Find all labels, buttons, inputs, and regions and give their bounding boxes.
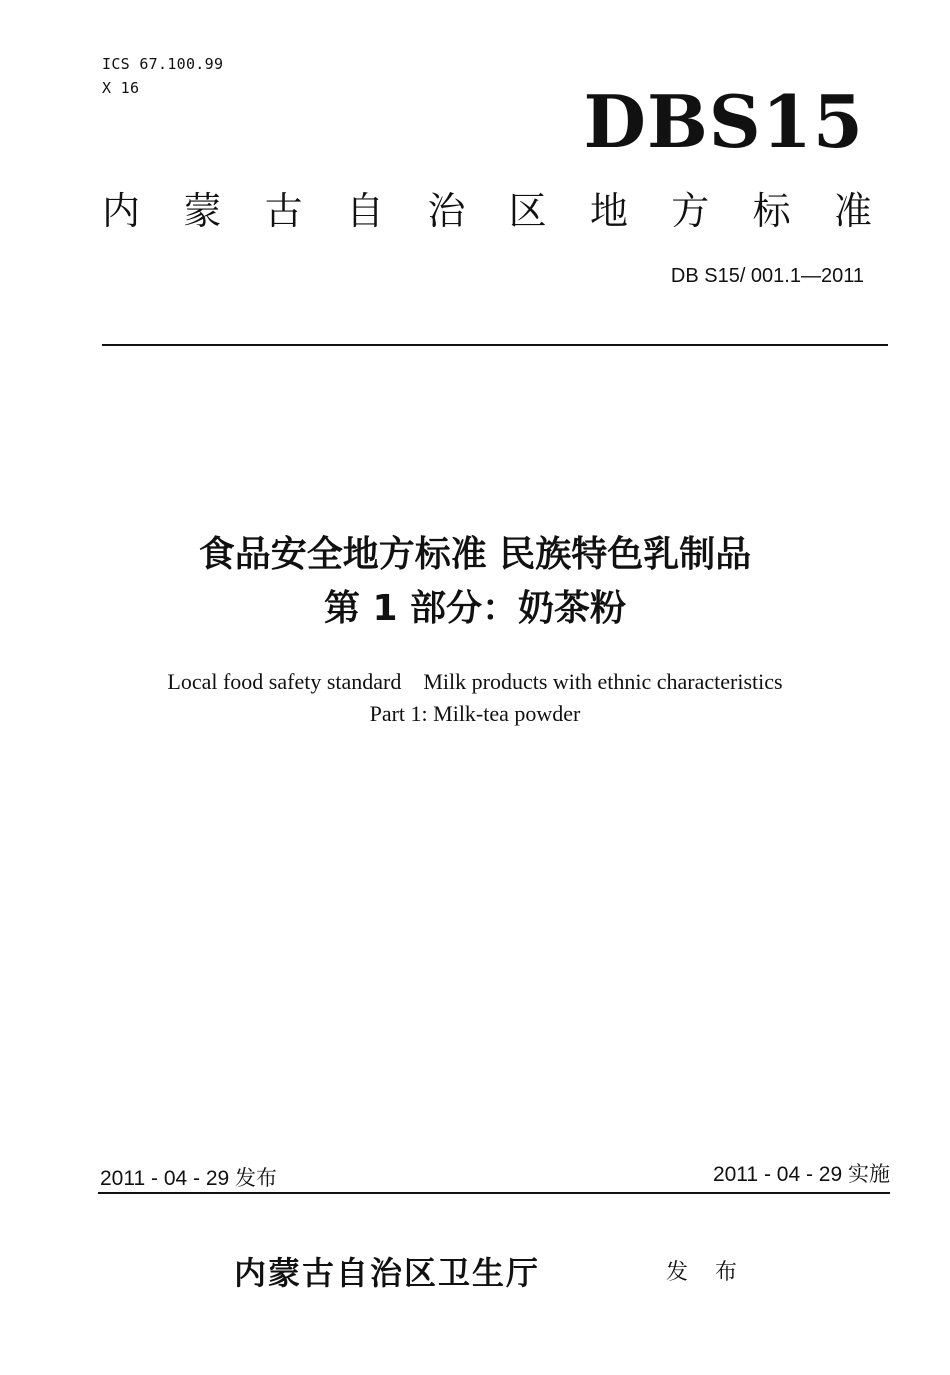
english-title-line-1: Local food safety standard Milk products with ethnic characteristics [167,669,783,694]
region-char: 内 [102,189,141,233]
english-title [0,666,950,730]
header-divider [102,344,888,346]
chinese-title-line-2: 第 1 部分：奶茶粉 [323,588,627,629]
classification-codes [102,52,223,100]
region-char: 地 [589,189,628,233]
region-char: 方 [671,189,710,233]
class-code: X 16 [102,79,140,97]
issue-date: 2011 - 04 - 29 发布 [100,1167,278,1190]
date-row [100,1162,890,1194]
publish-label: 发 布 [666,1260,747,1285]
region-char: 治 [427,189,466,233]
ics-code: ICS 67.100.99 [102,55,224,73]
date-divider [98,1192,890,1194]
region-char: 蒙 [183,189,222,233]
publisher: 内蒙古自治区卫生厅 [234,1254,541,1292]
dbs-logo: DBS15 [583,79,864,164]
region-standard-title [102,186,872,236]
region-char: 自 [345,189,384,233]
region-char: 准 [833,189,872,233]
standard-number: DB S15/ 001.1—2011 [670,265,864,287]
chinese-title [0,528,950,636]
chinese-title-line-1: 食品安全地方标准 民族特色乳制品 [198,534,752,575]
region-char: 标 [752,189,791,233]
region-char: 古 [264,189,303,233]
region-char: 区 [508,189,547,233]
english-title-line-2: Part 1: Milk-tea powder [369,701,581,726]
implementation-date: 2011 - 04 - 29 实施 [712,1163,890,1186]
